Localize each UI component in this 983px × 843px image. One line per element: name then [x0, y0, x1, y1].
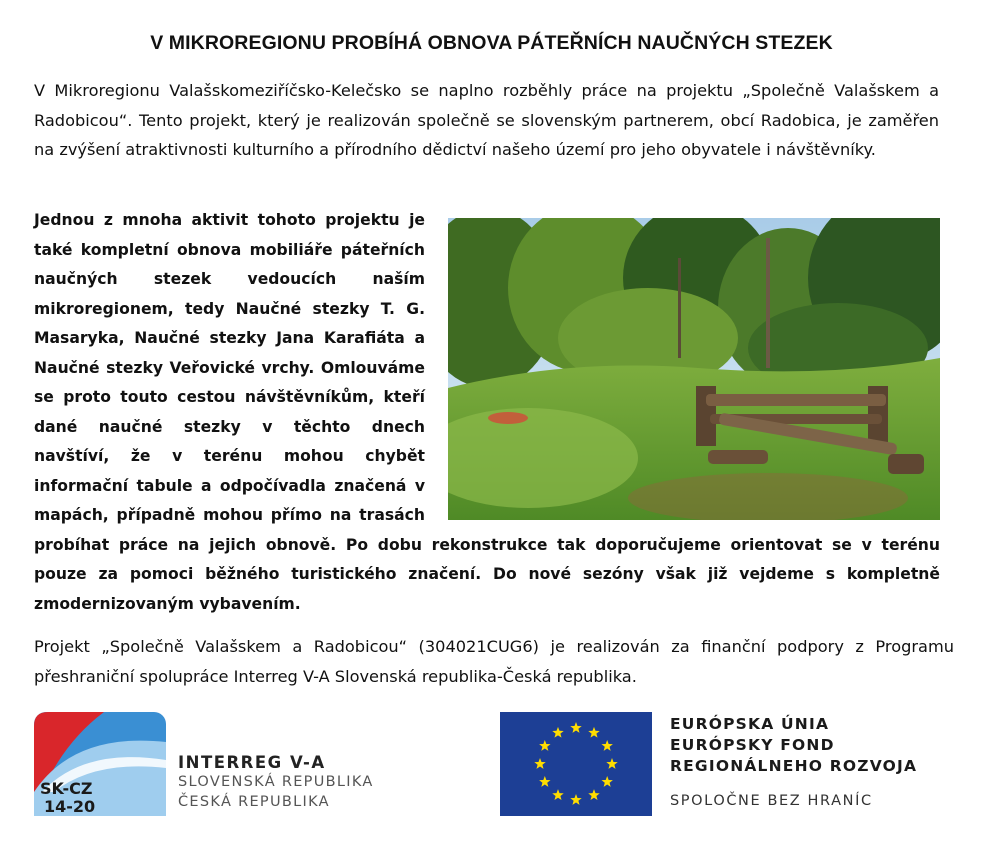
eu-motto: SPOLOČNE BEZ HRANÍC — [670, 793, 873, 809]
eu-text-block — [670, 714, 917, 809]
body-paragraph: Jednou z mnoha aktivit tohoto projektu je také kompletní obnova mobiliáře páteřních naučných stezek vedoucích naším mikroregionem, tedy Naučné stezky T. G. Masaryka, Naučné stezky Jana Karafiáta a Naučné stezky Veřovické vrchy. Omlouváme se proto touto cestou návštěvníkům, kteří dané naučné stezky v těchto dnech navštíví, že v terénu mohou chybět informační tabule a odpočívadla značená v mapách, případně mohou přímo na trasách probíhat práce na jejich obnově. Po dobu rekonstrukce tak doporučujeme orientovat se v terénu pouze za pomoci běžného turistického značení. Do nové sezóny však již vejdeme s kompletně zmodernizovaným vybavením. — [34, 211, 940, 613]
forest-bench-photo — [448, 218, 940, 520]
eu-line-2: EURÓPSKY FOND — [670, 736, 835, 754]
article-title: V MIKROREGIONU PROBÍHÁ OBNOVA PÁTEŘNÍCH NAUČNÝCH STEZEK — [150, 32, 833, 54]
funding-paragraph: Projekt „Společně Valašskem a Radobicou“ (304021CUG6) je realizován za finanční podpory z Programu přeshraniční spolupráce Interreg V-A Slovenská republika-Česká republika. — [34, 637, 954, 686]
eu-line-3: REGIONÁLNEHO ROZVOJA — [670, 757, 918, 775]
interreg-badge-line1: SK-CZ — [40, 779, 93, 798]
interreg-text-block — [178, 753, 374, 812]
interreg-badge-line2: 14-20 — [44, 797, 96, 816]
interreg-logo — [34, 712, 174, 818]
eu-flag-logo — [500, 712, 652, 816]
eu-line-1: EURÓPSKA ÚNIA — [670, 715, 830, 733]
interreg-country-1: SLOVENSKÁ REPUBLIKA — [178, 774, 374, 790]
eu-flag-graphic — [500, 712, 652, 816]
intro-paragraph: V Mikroregionu Valašskomeziříčsko-Kelečsko se naplno rozběhly práce na projektu „Společně Valašskem a Radobicou“. Tento projekt, který je realizován společně se slovenským partnerem, obcí Radobica, je zaměřen na zvýšení atraktivnosti kulturního a přírodního dědictví našeho území pro jeho obyvatele i návštěvníky. — [34, 81, 939, 159]
interreg-name: INTERREG V-A — [178, 753, 326, 772]
interreg-logo-graphic — [34, 712, 174, 818]
interreg-country-2: ČESKÁ REPUBLIKA — [178, 794, 330, 810]
photo-illustration — [448, 218, 940, 520]
